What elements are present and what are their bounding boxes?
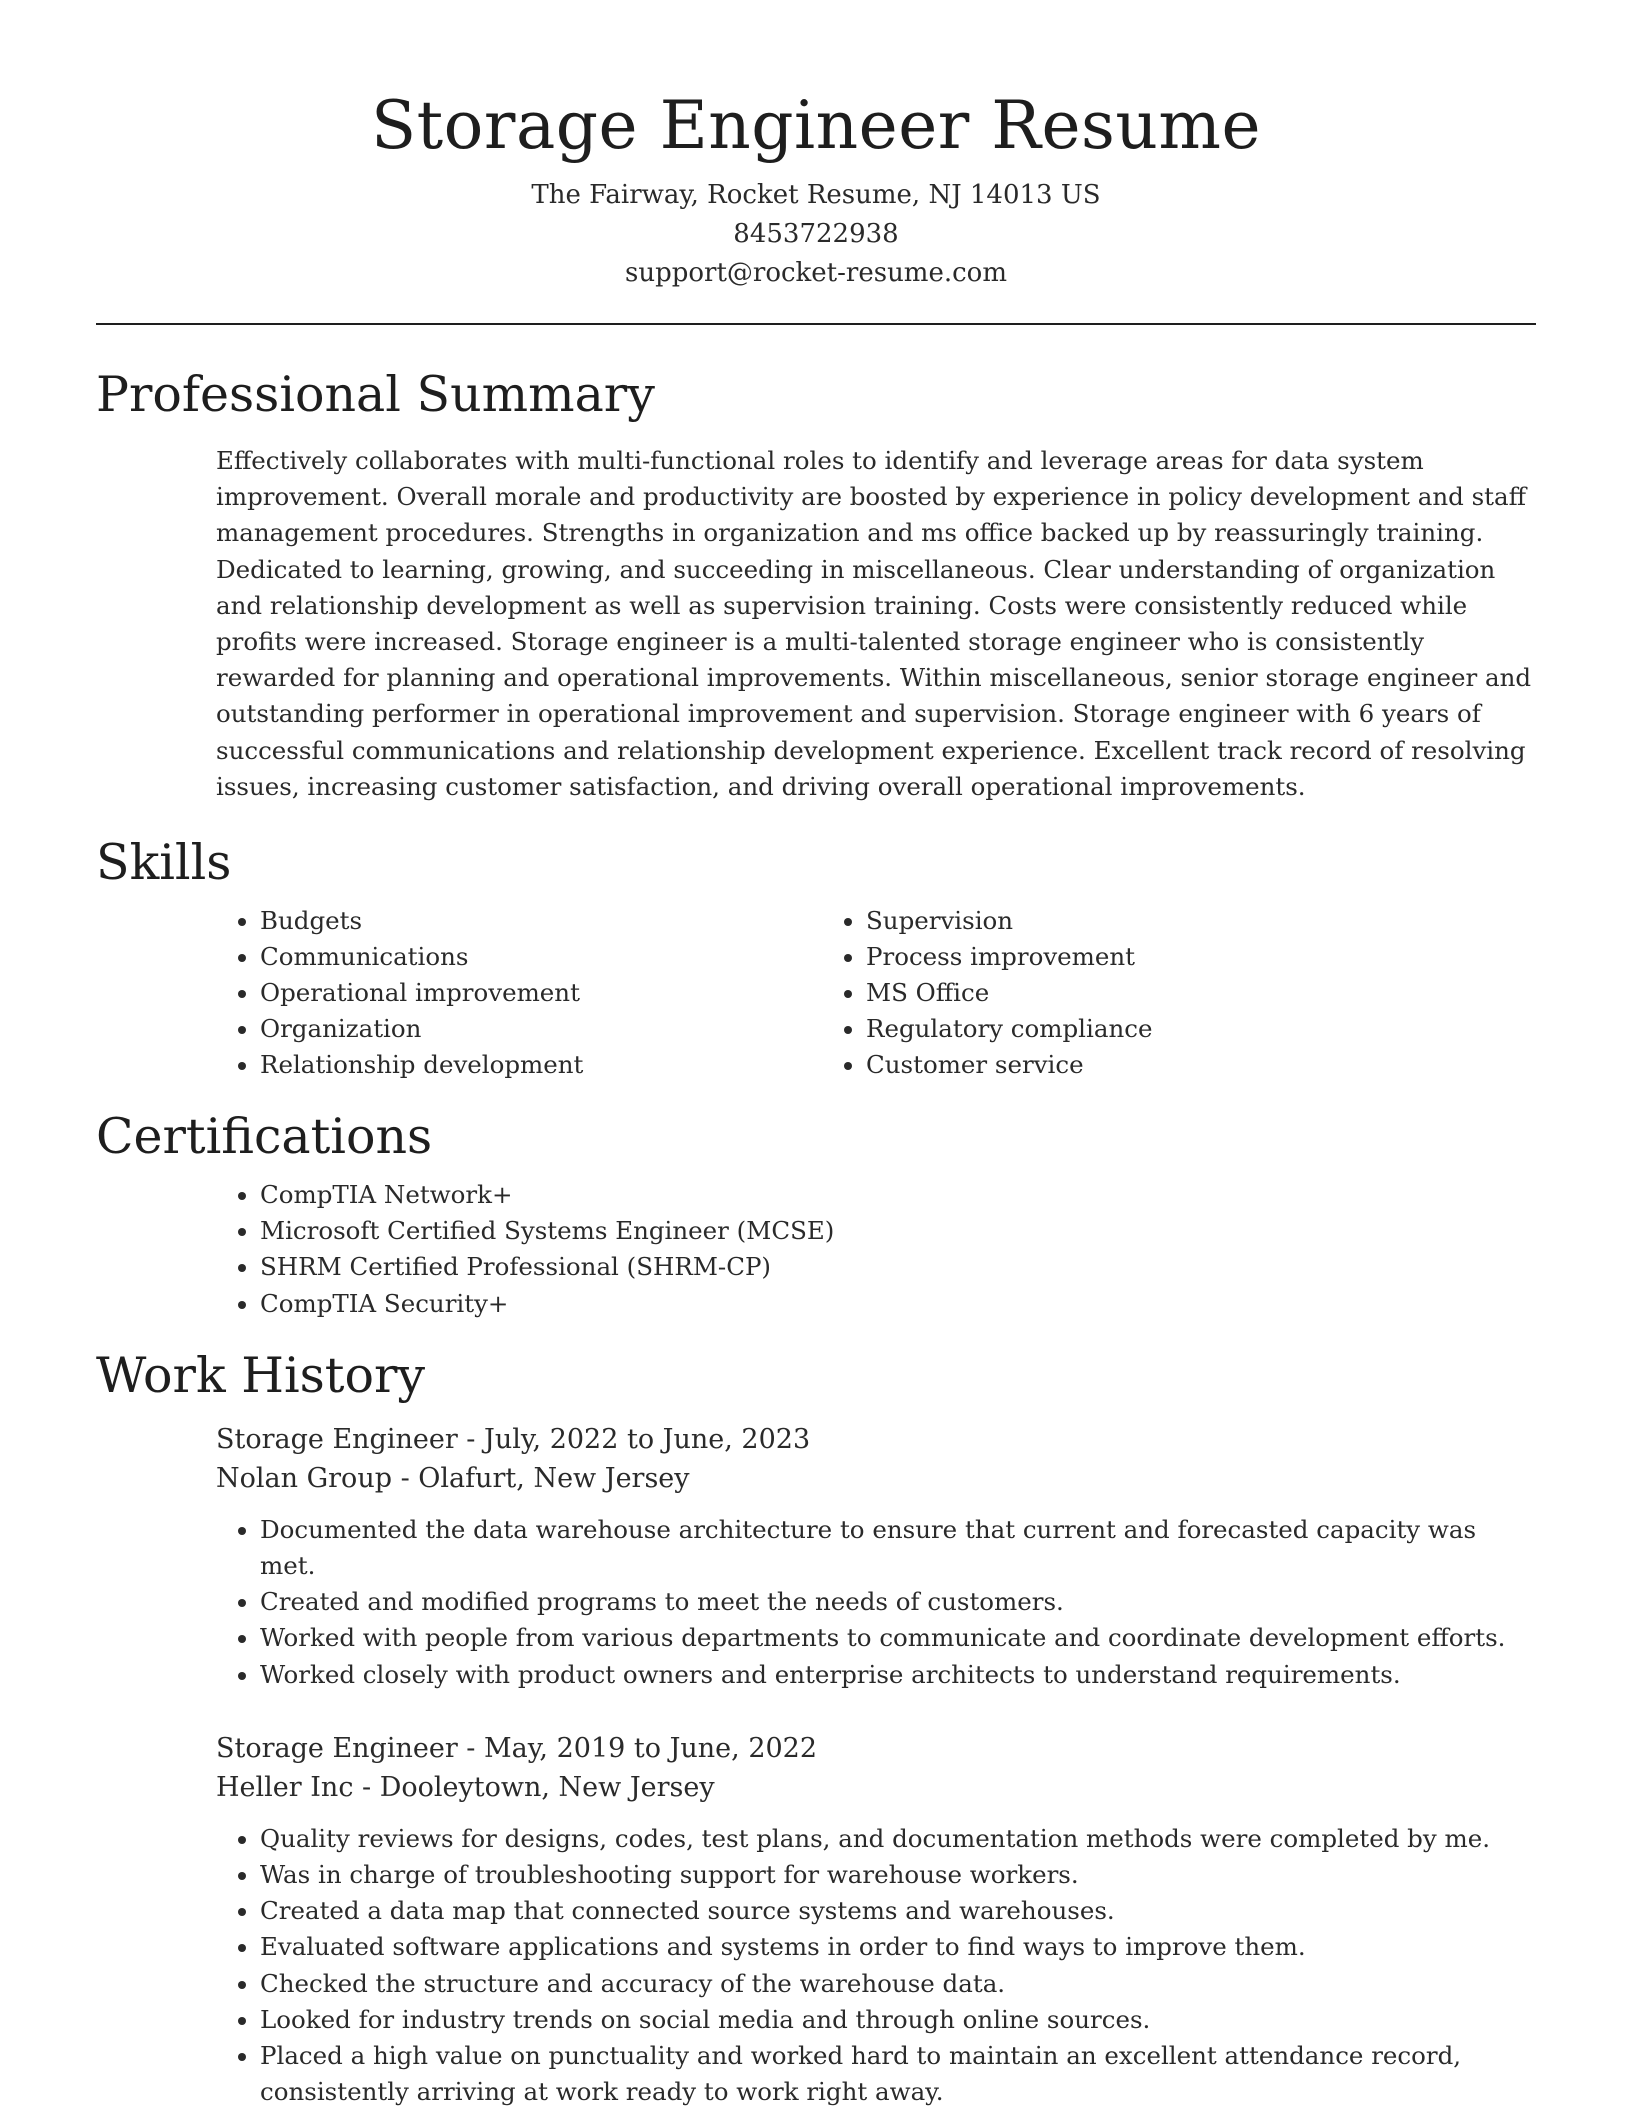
- job-bullet: • Evaluated software applications and systems in order to find ways to improve them.: [260, 1929, 1536, 1965]
- skills-column-right: [822, 903, 1428, 1083]
- skill-item: • Relationship development: [260, 1047, 822, 1083]
- section-title-summary: Professional Summary: [96, 366, 655, 423]
- section-title-certifications: Certifications: [96, 1108, 433, 1166]
- resume-page: [96, 0, 1536, 2110]
- certification-item: • SHRM Certified Professional (SHRM-CP): [260, 1249, 1536, 1285]
- summary-text: Effectively collaborates with multi-functional roles to identify and leverage areas for data system improvement. Overall morale and productivity are boosted by experience in policy development and staff management procedures. Strengths in organization and ms office backed up by reassuringly training. Dedicated to learning, growing, and succeeding in miscellaneous. Clear understanding of organization and relationship development as well as supervision training. Costs were consistently reduced while profits were increased. Storage engineer is a multi-talented storage engineer who is consistently rewarded for planning and operational improvements. Within miscellaneous, senior storage engineer and outstanding performer in operational improvement and supervision. Storage engineer with 6 years of successful communications and relationship development experience. Excellent track record of resolving issues, increasing customer satisfaction, and driving overall operational improvements.: [216, 446, 1532, 801]
- job-company-location: Nolan Group - Olafurt, New Jersey: [216, 1462, 690, 1494]
- section-title-skills: Skills: [96, 834, 232, 892]
- job-bullet: • Quality reviews for designs, codes, test plans, and documentation methods were completed by me.: [260, 1821, 1536, 1857]
- skill-item: • Organization: [260, 1011, 822, 1047]
- job-bullet-list: [216, 1512, 1536, 1693]
- job-bullet-list: [216, 1821, 1536, 2111]
- contact-address: The Fairway, Rocket Resume, NJ 14013 US: [531, 180, 1101, 210]
- job-bullet: • Placed a high value on punctuality and worked hard to maintain an excellent attendance record, consistently arriving at work ready to work right away.: [260, 2038, 1536, 2110]
- certification-item: • Microsoft Certified Systems Engineer (MCSE): [260, 1213, 1536, 1249]
- skill-item: • Budgets: [260, 903, 822, 939]
- contact-block: [96, 176, 1536, 293]
- job-bullet: • Created a data map that connected source systems and warehouses.: [260, 1893, 1536, 1929]
- certification-item: • CompTIA Network+: [260, 1177, 1536, 1213]
- contact-phone: 8453722938: [733, 219, 899, 249]
- header-divider: [96, 323, 1536, 325]
- job-bullet: • Documented the data warehouse architecture to ensure that current and forecasted capacity was met.: [260, 1512, 1536, 1584]
- job-title-dates: Storage Engineer - May, 2019 to June, 2022: [216, 1732, 818, 1764]
- job-entry: [216, 1729, 1536, 2111]
- job-bullet: • Checked the structure and accuracy of the warehouse data.: [260, 1966, 1536, 2002]
- skill-item: • MS Office: [866, 975, 1428, 1011]
- skill-item: • Regulatory compliance: [866, 1011, 1428, 1047]
- resume-header: [96, 0, 1536, 293]
- skills-column-left: [216, 903, 822, 1083]
- section-title-work-history: Work History: [96, 1346, 426, 1404]
- job-bullet: • Created and modified programs to meet the needs of customers.: [260, 1584, 1536, 1620]
- resume-title: Storage Engineer Resume: [370, 87, 1262, 164]
- job-company-location: Heller Inc - Dooleytown, New Jersey: [216, 1771, 715, 1803]
- job-bullet: • Worked closely with product owners and enterprise architects to understand requirements.: [260, 1657, 1536, 1693]
- job-bullet: • Looked for industry trends on social media and through online sources.: [260, 2002, 1536, 2038]
- skills-grid: [216, 903, 1536, 1083]
- skill-item: • Customer service: [866, 1047, 1428, 1083]
- skill-item: • Communications: [260, 939, 822, 975]
- job-title-dates: Storage Engineer - July, 2022 to June, 2023: [216, 1423, 811, 1455]
- skill-item: • Process improvement: [866, 939, 1428, 975]
- job-bullet: • Worked with people from various departments to communicate and coordinate development efforts.: [260, 1620, 1536, 1656]
- skill-item: • Supervision: [866, 903, 1428, 939]
- certifications-list: [216, 1177, 1536, 1322]
- job-bullet: • Was in charge of troubleshooting support for warehouse workers.: [260, 1857, 1536, 1893]
- contact-email: support@rocket-resume.com: [624, 258, 1007, 288]
- skill-item: • Operational improvement: [260, 975, 822, 1011]
- job-entry: [216, 1420, 1536, 1693]
- certification-item: • CompTIA Security+: [260, 1286, 1536, 1322]
